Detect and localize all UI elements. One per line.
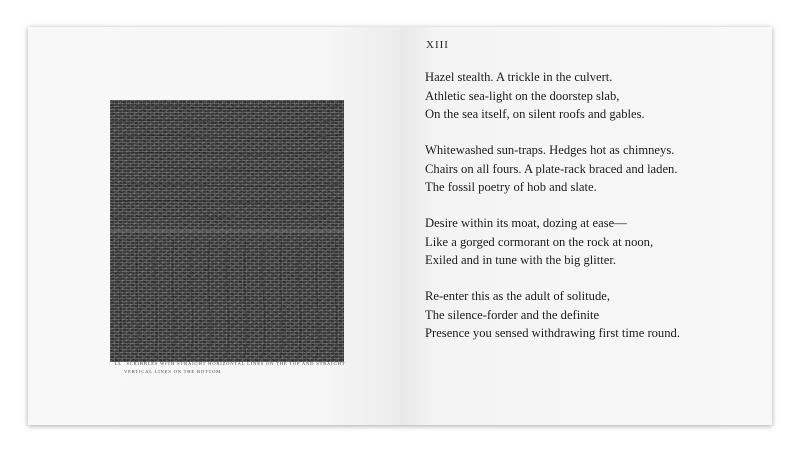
poem-line: Chairs on all fours. A plate-rack braced and laden. (425, 161, 678, 176)
figure-number: 13. (114, 361, 122, 367)
stanza-2 (425, 141, 745, 197)
poem-text (425, 68, 745, 360)
poem-line: Athletic sea-light on the doorstep slab, (425, 88, 620, 103)
caption-line-1: SCRIBBLES WITH STRAIGHT HORIZONTAL LINES ON THE TOP AND STRAIGHT (126, 361, 346, 366)
scribble-artwork (110, 100, 344, 362)
caption-line-2: VERTICAL LINES ON THE BOTTOM (124, 369, 222, 374)
poem-line: Desire within its moat, dozing at ease— (425, 216, 627, 230)
stanza-1 (425, 68, 745, 124)
stanza-3 (425, 214, 745, 270)
poem-line: The fossil poetry of hob and slate. (425, 180, 597, 194)
poem-line: Exiled and in tune with the big glitter. (425, 253, 616, 267)
poem-line: Like a gorged cormorant on the rock at noon, (425, 234, 654, 249)
stanza-4 (425, 287, 745, 343)
poem-line: On the sea itself, on silent roofs and gables. (425, 107, 645, 121)
section-numeral: XIII (426, 39, 449, 51)
scribble-drawing (110, 100, 344, 362)
figure-caption (114, 360, 394, 376)
left-page (28, 27, 400, 425)
poem-line: Re-enter this as the adult of solitude, (425, 289, 611, 303)
poem-line: Whitewashed sun-traps. Hedges hot as chimneys. (425, 143, 675, 157)
poem-line: Hazel stealth. A trickle in the culvert. (425, 70, 613, 84)
poem-line: The silence-forder and the definite (425, 307, 600, 322)
poem-line: Presence you sensed withdrawing first time round. (425, 326, 680, 340)
